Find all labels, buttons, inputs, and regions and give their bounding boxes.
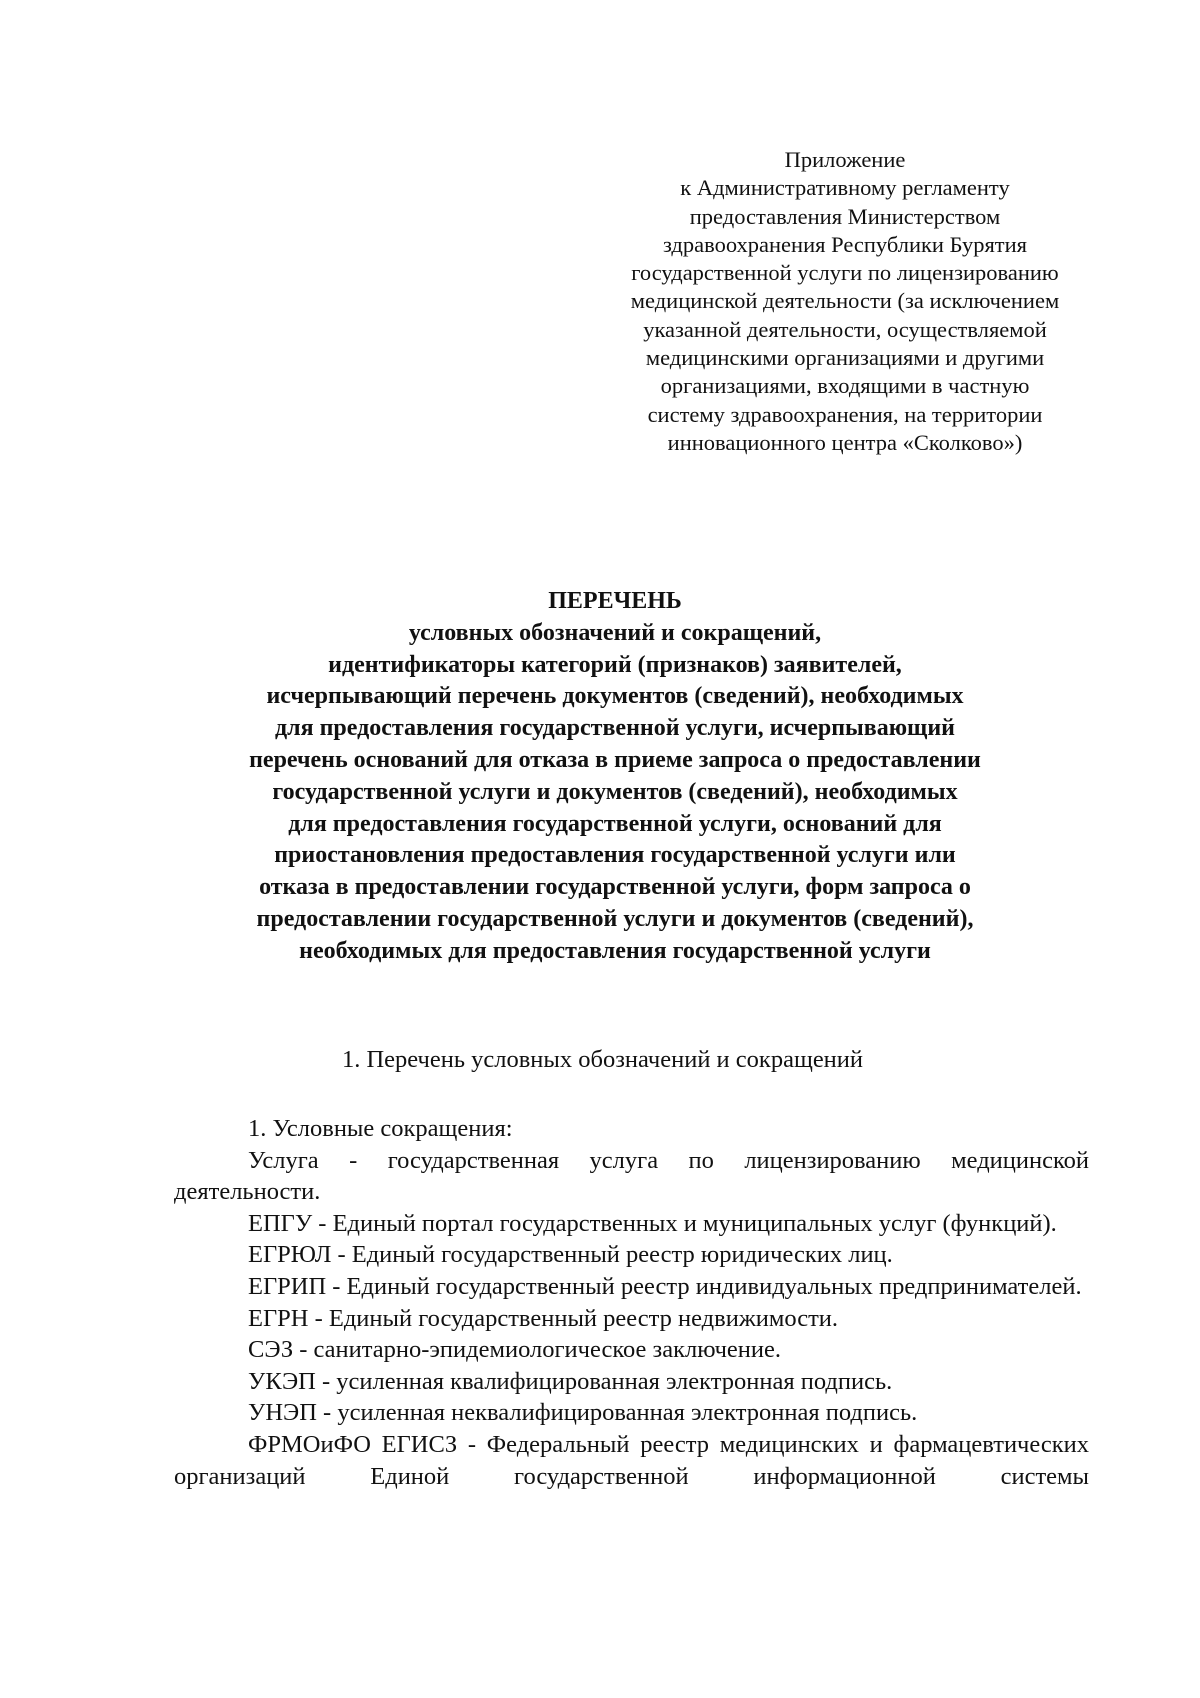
appendix-line: инновационного центра «Сколково») — [667, 429, 1023, 455]
list-item: ЕГРН - Единый государственный реестр недвижимости. — [248, 1304, 839, 1332]
title-line: перечень оснований для отказа в приеме запроса о предоставлении — [249, 746, 981, 773]
appendix-line: Приложение — [784, 147, 906, 172]
list-item: СЭЗ - санитарно-эпидемиологическое заключение. — [248, 1336, 782, 1364]
title-line: для предоставления государственной услуги, оснований для — [288, 810, 942, 837]
title-line: необходимых для предоставления государственной услуги — [299, 937, 931, 964]
appendix-line: организациями, входящими в частную — [660, 373, 1030, 399]
title-line: идентификаторы категорий (признаков) заявителей, — [328, 651, 902, 678]
list-item: ЕГРЮЛ - Единый государственный реестр юридических лиц. — [248, 1241, 893, 1269]
list-intro: 1. Условные сокращения: — [248, 1115, 513, 1142]
document-title — [160, 586, 1070, 968]
appendix-line: медицинской деятельности (за исключением — [630, 288, 1060, 314]
list-item: ФРМОиФО ЕГИСЗ - Федеральный реестр медицинских и фармацевтических организаций Единой государственной информационной системы — [174, 1430, 1089, 1490]
title-line: исчерпывающий перечень документов (сведений), необходимых — [266, 683, 964, 710]
appendix-line: государственной услуги по лицензированию — [631, 260, 1059, 286]
appendix-line: медицинскими организациями и другими — [645, 345, 1045, 371]
title-line: отказа в предоставлении государственной услуги, форм запроса о — [259, 874, 971, 901]
list-item: УНЭП - усиленная неквалифицированная электронная подпись. — [248, 1399, 918, 1427]
list-item: Услуга - государственная услуга по лицензированию медицинской деятельности. — [174, 1146, 1089, 1206]
title-line: для предоставления государственной услуги, исчерпывающий — [275, 715, 955, 742]
title-line: ПЕРЕЧЕНЬ — [548, 588, 682, 614]
abbreviations-list — [174, 1113, 1089, 1492]
appendix-line: указанной деятельности, осуществляемой — [643, 316, 1047, 342]
title-line: условных обозначений и сокращений, — [408, 619, 822, 646]
section-heading: 1. Перечень условных обозначений и сокращений — [341, 1046, 864, 1073]
appendix-line: здравоохранения Республики Бурятия — [662, 231, 1028, 257]
appendix-line: предоставления Министерством — [689, 203, 1001, 229]
title-line: приостановления предоставления государственной услуги или — [274, 842, 956, 869]
appendix-line: к Административному регламенту — [680, 175, 1010, 201]
appendix-header — [600, 146, 1090, 457]
list-item: ЕГРИП - Единый государственный реестр индивидуальных предпринимателей. — [248, 1272, 1082, 1300]
list-item: ЕПГУ - Единый портал государственных и муниципальных услуг (функций). — [248, 1209, 1057, 1237]
list-item: УКЭП - усиленная квалифицированная электронная подпись. — [248, 1367, 893, 1395]
title-line: государственной услуги и документов (сведений), необходимых — [272, 778, 958, 805]
title-line: предоставлении государственной услуги и документов (сведений), — [256, 905, 974, 932]
appendix-line: систему здравоохранения, на территории — [647, 401, 1043, 427]
